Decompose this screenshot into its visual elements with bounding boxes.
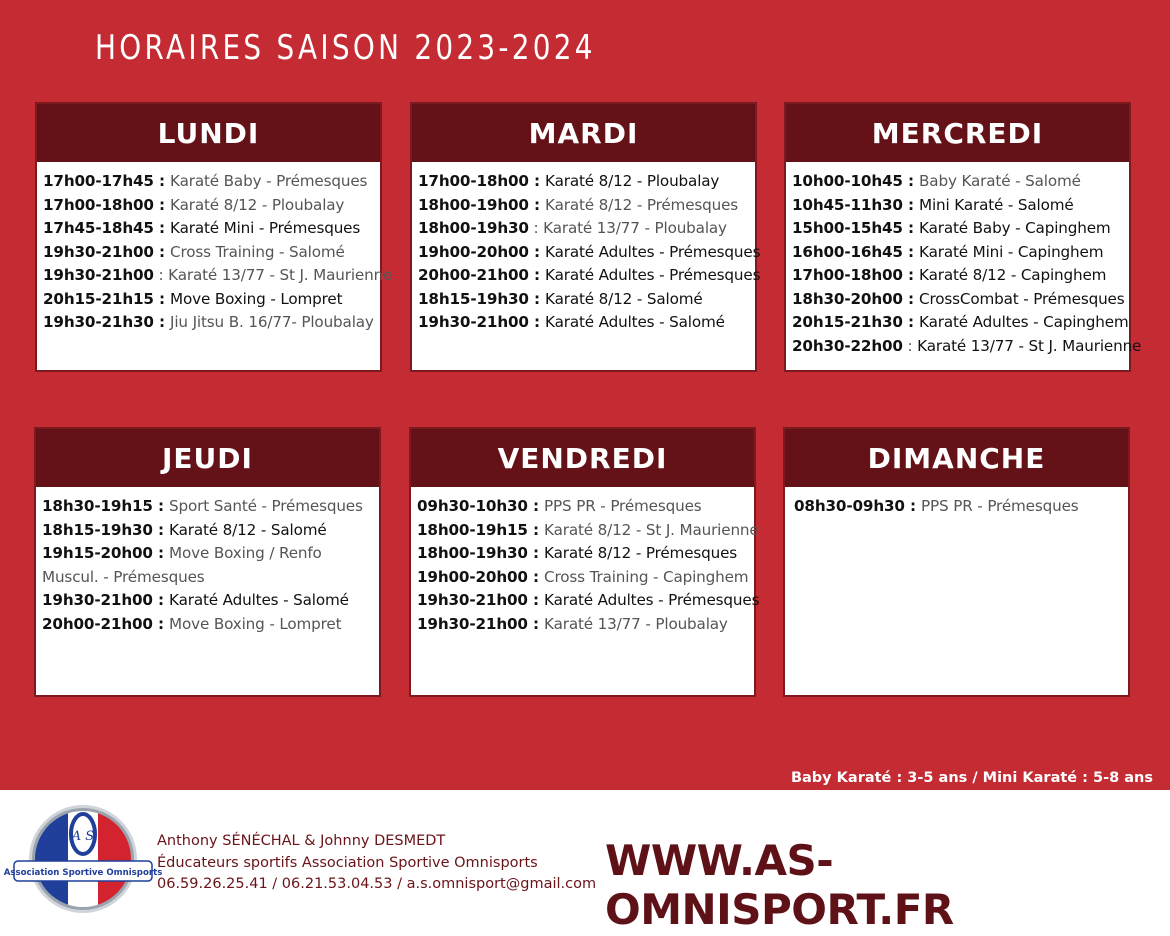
schedule-list xyxy=(786,162,1142,358)
schedule-activity: Karaté Adultes - Prémesques xyxy=(545,242,761,261)
schedule-row xyxy=(43,170,374,194)
day-card-jeudi xyxy=(34,427,381,697)
schedule-time: 20h30-22h00 xyxy=(792,336,903,355)
day-card-mercredi xyxy=(784,102,1142,372)
schedule-separator: : xyxy=(902,289,920,308)
schedule-time: 19h30-21h00 xyxy=(42,591,153,609)
schedule-time: 20h15-21h15 xyxy=(43,289,154,308)
schedule-list xyxy=(37,162,393,335)
schedule-row xyxy=(43,288,374,312)
schedule-separator: : xyxy=(528,195,546,214)
schedule-row xyxy=(418,288,749,312)
schedule-separator: : xyxy=(153,289,171,308)
schedule-row xyxy=(43,217,374,241)
schedule-activity: Karaté Adultes - Salomé xyxy=(169,591,349,609)
schedule-activity: Karaté 13/77 - St J. Maurienne xyxy=(168,266,393,284)
schedule-activity: CrossCombat - Prémesques xyxy=(919,289,1125,308)
day-card-dimanche xyxy=(783,427,1130,697)
schedule-separator: : xyxy=(902,172,920,190)
contact-block xyxy=(157,831,596,896)
schedule-row xyxy=(418,217,749,241)
schedule-activity: Karaté Adultes - Prémesques xyxy=(544,591,760,609)
schedule-separator: : xyxy=(152,614,170,633)
schedule-activity: Karaté 13/77 - St J. Maurienne xyxy=(917,336,1142,355)
schedule-separator: : xyxy=(528,266,546,284)
schedule-activity: Move Boxing / Renfo Muscul. - Prémesques xyxy=(42,544,322,586)
schedule-row xyxy=(417,589,760,613)
day-header: MERCREDI xyxy=(786,104,1129,162)
schedule-activity: Karaté Adultes - Salomé xyxy=(545,313,725,331)
day-card-vendredi xyxy=(409,427,760,697)
schedule-time: 17h00-18h00 xyxy=(418,172,529,190)
schedule-activity: Karaté 8/12 - Capinghem xyxy=(919,266,1107,284)
schedule-row xyxy=(417,566,748,590)
day-header: LUNDI xyxy=(37,104,380,162)
schedule-separator: : xyxy=(152,544,170,562)
schedule-activity: Mini Karaté - Salomé xyxy=(919,195,1074,214)
schedule-time: 18h15-19h30 xyxy=(418,289,529,308)
page-title: HORAIRES SAISON 2023-2024 xyxy=(95,28,596,68)
schedule-time: 19h30-21h00 xyxy=(418,313,529,331)
schedule-separator: : xyxy=(902,313,920,331)
schedule-row xyxy=(42,519,373,543)
schedule-activity: Jiu Jitsu B. 16/77- Ploubalay xyxy=(170,313,374,331)
schedule-list xyxy=(411,487,760,636)
schedule-separator: : xyxy=(527,567,545,586)
contact-name: Anthony SÉNÉCHAL & Johnny DESMEDT xyxy=(157,833,446,849)
schedule-time: 19h15-20h00 xyxy=(42,544,153,562)
schedule-activity: Karaté Baby - Prémesques xyxy=(170,172,368,190)
schedule-row xyxy=(42,495,373,519)
schedule-time: 18h00-19h00 xyxy=(418,195,529,214)
schedule-activity: Karaté Baby - Capinghem xyxy=(919,219,1111,237)
schedule-time: 17h00-17h45 xyxy=(43,172,154,190)
schedule-time: 19h30-21h00 xyxy=(417,614,528,633)
age-note: Baby Karaté : 3-5 ans / Mini Karaté : 5-8 ans xyxy=(790,770,1153,786)
schedule-separator: : xyxy=(902,336,918,355)
schedule-time: 20h00-21h00 xyxy=(42,614,153,633)
day-header: MARDI xyxy=(412,104,755,162)
schedule-activity: Sport Santé - Prémesques xyxy=(169,497,363,515)
schedule-time: 18h30-19h15 xyxy=(42,497,153,515)
schedule-time: 18h00-19h30 xyxy=(417,544,528,562)
schedule-time: 18h00-19h30 xyxy=(418,219,529,237)
schedule-list xyxy=(785,487,1128,519)
schedule-activity: PPS PR - Prémesques xyxy=(544,497,702,515)
schedule-separator: : xyxy=(153,172,171,190)
schedule-row xyxy=(417,613,748,637)
schedule-row xyxy=(792,264,1123,288)
schedule-activity: Karaté 8/12 - Prémesques xyxy=(544,544,738,562)
schedule-time: 09h30-10h30 xyxy=(417,497,528,515)
schedule-activity: Karaté Adultes - Prémesques xyxy=(545,266,761,284)
contact-role: Éducateurs sportifs Association Sportive Omnisports xyxy=(157,854,538,871)
schedule-row xyxy=(418,241,761,265)
schedule-row xyxy=(792,217,1123,241)
schedule-row xyxy=(42,589,373,613)
schedule-time: 19h30-21h00 xyxy=(417,591,528,609)
logo-initials: A S xyxy=(71,829,95,844)
schedule-separator: : xyxy=(153,242,171,261)
schedule-activity: Karaté Mini - Prémesques xyxy=(170,219,361,237)
schedule-row xyxy=(417,495,748,519)
association-logo xyxy=(3,804,163,919)
schedule-separator: : xyxy=(153,266,169,284)
schedule-separator: : xyxy=(152,520,170,539)
schedule-list xyxy=(36,487,379,636)
schedule-list xyxy=(412,162,761,335)
schedule-time: 19h30-21h00 xyxy=(43,266,154,284)
schedule-separator: : xyxy=(528,242,546,261)
schedule-time: 10h00-10h45 xyxy=(792,172,903,190)
schedule-row xyxy=(792,311,1129,335)
website-url[interactable]: WWW.AS-OMNISPORT.FR xyxy=(605,836,954,934)
schedule-activity: Karaté 8/12 - Ploubalay xyxy=(170,195,345,214)
day-header: DIMANCHE xyxy=(785,429,1128,487)
schedule-separator: : xyxy=(902,219,920,237)
schedule-time: 17h45-18h45 xyxy=(43,219,154,237)
schedule-separator: : xyxy=(528,172,546,190)
schedule-time: 19h30-21h30 xyxy=(43,313,154,331)
day-card-lundi xyxy=(35,102,393,372)
day-card-mardi xyxy=(410,102,761,372)
schedule-row xyxy=(792,288,1123,312)
schedule-time: 19h00-20h00 xyxy=(418,242,529,261)
schedule-separator: : xyxy=(152,497,170,515)
logo-text: Association Sportive Omnisports xyxy=(3,868,163,878)
schedule-time: 19h30-21h00 xyxy=(43,242,154,261)
schedule-activity: Karaté 13/77 - Ploubalay xyxy=(543,219,727,237)
schedule-row xyxy=(43,311,374,335)
schedule-row xyxy=(418,264,761,288)
day-header: VENDREDI xyxy=(411,429,754,487)
schedule-row xyxy=(794,495,1122,519)
day-header: JEUDI xyxy=(36,429,379,487)
schedule-time: 20h15-21h30 xyxy=(792,313,903,331)
schedule-row xyxy=(418,311,749,335)
schedule-separator: : xyxy=(902,195,920,214)
schedule-separator: : xyxy=(904,497,922,515)
schedule-row xyxy=(42,542,373,589)
schedule-separator: : xyxy=(902,266,920,284)
schedule-time: 17h00-18h00 xyxy=(43,195,154,214)
schedule-separator: : xyxy=(528,289,546,308)
schedule-activity: PPS PR - Prémesques xyxy=(921,497,1079,515)
schedule-activity: Cross Training - Salomé xyxy=(170,242,345,261)
schedule-separator: : xyxy=(902,242,920,261)
schedule-time: 16h00-16h45 xyxy=(792,242,903,261)
schedule-activity: Karaté 8/12 - Salomé xyxy=(169,520,327,539)
schedule-separator: : xyxy=(527,497,545,515)
schedule-separator: : xyxy=(528,313,546,331)
schedule-activity: Karaté 8/12 - St J. Maurienne xyxy=(544,520,759,539)
schedule-activity: Karaté Adultes - Capinghem xyxy=(919,313,1129,331)
schedule-row xyxy=(418,170,749,194)
schedule-row xyxy=(43,264,393,288)
schedule-activity: Karaté 8/12 - Prémesques xyxy=(545,195,739,214)
schedule-time: 18h30-20h00 xyxy=(792,289,903,308)
schedule-time: 18h00-19h15 xyxy=(417,520,528,539)
schedule-separator: : xyxy=(527,544,545,562)
schedule-activity: Karaté Mini - Capinghem xyxy=(919,242,1104,261)
schedule-row xyxy=(417,542,748,566)
schedule-time: 15h00-15h45 xyxy=(792,219,903,237)
schedule-activity: Cross Training - Capinghem xyxy=(544,567,749,586)
schedule-activity: Baby Karaté - Salomé xyxy=(919,172,1081,190)
schedule-row xyxy=(792,194,1123,218)
schedule-time: 19h00-20h00 xyxy=(417,567,528,586)
schedule-row xyxy=(43,241,374,265)
schedule-time: 18h15-19h30 xyxy=(42,520,153,539)
schedule-activity: Karaté 8/12 - Salomé xyxy=(545,289,703,308)
schedule-row xyxy=(792,335,1142,359)
schedule-separator: : xyxy=(153,195,171,214)
schedule-time: 17h00-18h00 xyxy=(792,266,903,284)
schedule-row xyxy=(418,194,749,218)
schedule-separator: : xyxy=(528,219,544,237)
schedule-separator: : xyxy=(153,219,171,237)
schedule-activity: Move Boxing - Lompret xyxy=(170,289,343,308)
schedule-row xyxy=(792,241,1123,265)
schedule-time: 08h30-09h30 xyxy=(794,497,905,515)
contact-info: 06.59.26.25.41 / 06.21.53.04.53 / a.s.omnisport@gmail.com xyxy=(157,876,597,892)
schedule-row xyxy=(42,613,373,637)
schedule-activity: Move Boxing - Lompret xyxy=(169,614,342,633)
schedule-separator: : xyxy=(527,520,545,539)
schedule-separator: : xyxy=(152,591,170,609)
schedule-time: 20h00-21h00 xyxy=(418,266,529,284)
schedule-time: 10h45-11h30 xyxy=(792,195,903,214)
schedule-row xyxy=(43,194,374,218)
schedule-row xyxy=(417,519,759,543)
schedule-separator: : xyxy=(527,591,545,609)
schedule-activity: Karaté 13/77 - Ploubalay xyxy=(544,614,728,633)
schedule-row xyxy=(792,170,1123,194)
schedule-separator: : xyxy=(527,614,545,633)
schedule-activity: Karaté 8/12 - Ploubalay xyxy=(545,172,720,190)
footer xyxy=(0,790,1170,936)
schedule-separator: : xyxy=(153,313,171,331)
